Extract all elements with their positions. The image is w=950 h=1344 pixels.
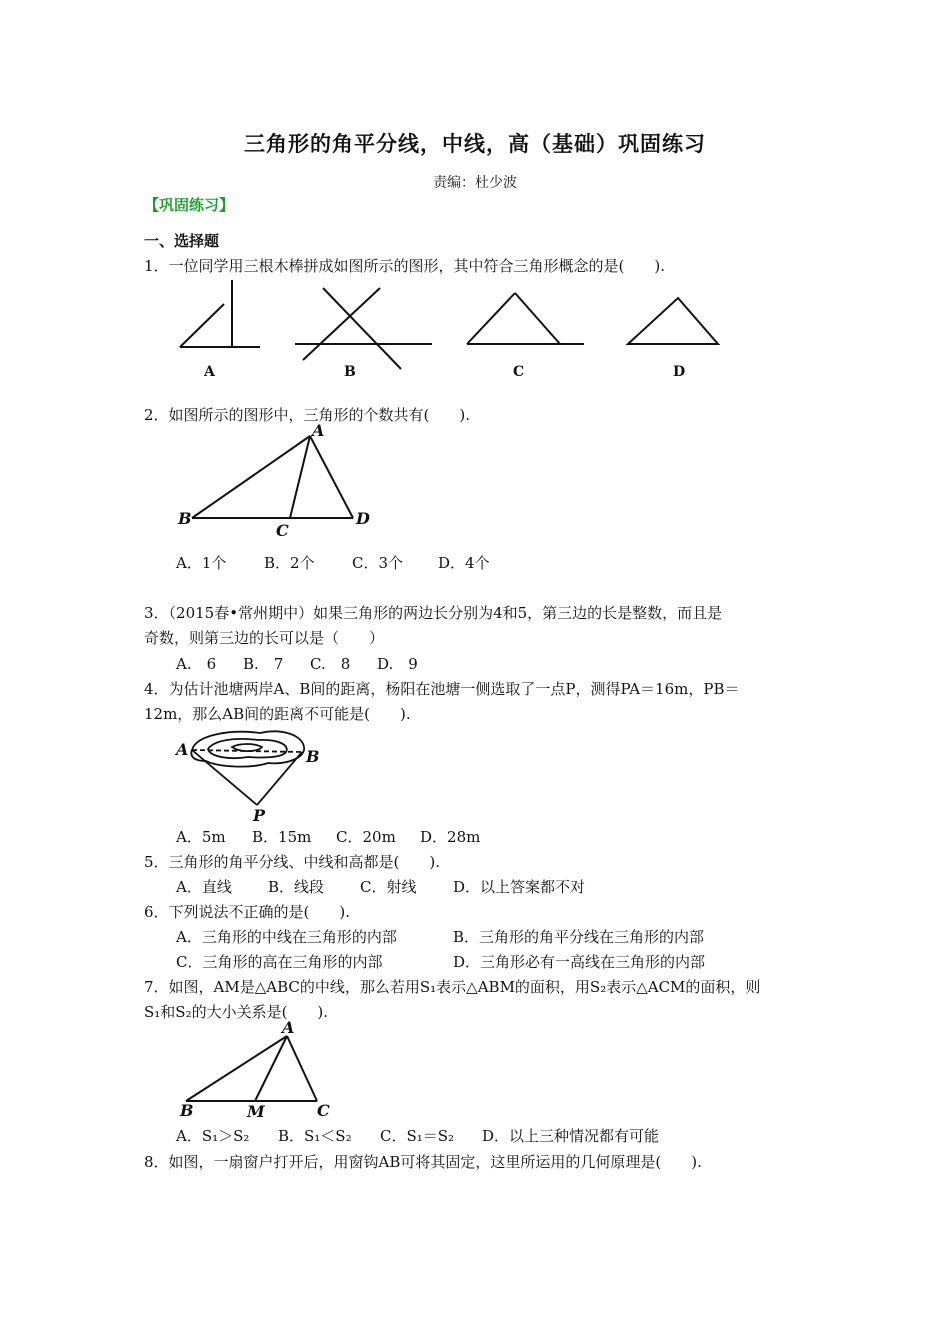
question-6-options-row-1 [176,926,704,947]
option-c: C．S₁＝S₂ [380,1127,455,1145]
point-label-a: A [312,421,325,440]
option-c: C. 8 [310,655,351,673]
option-a: A. 6 [176,655,217,673]
question-1-figures [170,276,750,386]
option-a: A．直线 [176,878,232,896]
figure-d-triangle [628,298,718,344]
question-7-options [176,1125,659,1146]
option-a: A．5m [176,828,226,846]
figure-c-stick-right [515,293,560,344]
point-label-c: C [317,1101,330,1120]
option-d: D. 9 [377,655,418,673]
figure-b-stick-left [303,288,380,360]
question-4-figure [170,725,330,825]
figure-label-d: D [673,364,686,380]
option-c: C．20m [336,828,396,846]
point-label-c: C [276,521,289,540]
point-label-m: M [247,1102,265,1120]
point-label-a: A [282,1018,295,1037]
question-3-line-2: 奇数，则第三边的长可以是（ ） [144,629,385,647]
option-a: A．1个 [176,554,227,572]
figure-label-c: C [513,364,525,380]
question-4-options [176,826,480,847]
option-a: A．三角形的中线在三角形的内部 [176,928,397,946]
section-label: 【巩固练习】 [144,196,235,214]
question-5-text: 5．三角形的角平分线、中线和高都是( ). [144,853,441,871]
question-7-line-2: S₁和S₂的大小关系是( ). [144,1003,329,1021]
figure-c-stick-left [467,293,515,344]
figure-a-stick-slant [180,304,224,347]
option-d: D．28m [420,828,481,846]
page-title: 三角形的角平分线，中线，高（基础）巩固练习 [244,132,706,156]
question-8-text: 8．如图，一扇窗户打开后，用窗钩AB可将其固定，这里所运用的几何原理是( ). [144,1153,702,1171]
option-d: D．以上三种情况都有可能 [482,1127,660,1145]
option-b: B．15m [252,828,312,846]
point-label-d: D [356,509,370,528]
option-d: D．三角形必有一高线在三角形的内部 [453,953,706,971]
point-label-b: B [306,747,320,766]
option-d: D．4个 [438,554,490,572]
question-3-line-1: 3．（2015春•常州期中）如果三角形的两边长分别为4和5，第三边的长是整数，而且是 [144,604,723,622]
segment-ac [287,1036,317,1101]
option-b: B. 7 [243,655,284,673]
point-label-b: B [180,1101,194,1120]
question-4-line-2: 12m，那么AB间的距离不可能是( ). [144,705,411,723]
option-b: B．S₁＜S₂ [278,1127,352,1145]
option-c: C．三角形的高在三角形的内部 [176,953,383,971]
editor-line: 责编：杜少波 [433,175,517,191]
question-5-options [176,876,585,897]
figure-b-stick-right [323,288,401,369]
point-label-p: P [253,806,266,825]
figure-label-b: B [344,364,356,380]
option-b: B．线段 [268,878,325,896]
question-4-line-1: 4．为估计池塘两岸A、B间的距离，杨阳在池塘一侧选取了一点P，测得PA＝16m，PB＝ [144,680,740,698]
option-d: D．以上答案都不对 [453,878,586,896]
question-6-text: 6．下列说法不正确的是( ). [144,903,351,921]
question-6-options-row-2 [176,951,705,972]
option-b: B．三角形的角平分线在三角形的内部 [453,928,705,946]
segment-ad [310,436,353,518]
question-2-text: 2．如图所示的图形中，三角形的个数共有( ). [144,406,471,424]
option-c: C．3个 [352,554,404,572]
question-7-figure [170,1018,350,1120]
section-heading: 一、选择题 [144,232,220,250]
question-1-text: 1．一位同学用三根木棒拼成如图所示的图形，其中符合三角形概念的是( ). [144,257,666,275]
question-3-options [176,653,418,674]
question-7-line-1: 7．如图，AM是△ABC的中线，那么若用S₁表示△ABM的面积，用S₂表示△ACM的面积，则 [144,978,761,996]
question-2-options [176,552,490,573]
point-label-a: A [176,740,189,759]
option-c: C．射线 [360,878,417,896]
point-label-b: B [178,509,192,528]
option-a: A．S₁＞S₂ [176,1127,250,1145]
pond-inner-contour [208,739,287,758]
figure-label-a: A [204,364,215,380]
segment-bp [257,752,302,805]
option-b: B．2个 [264,554,315,572]
question-2-figure [170,420,390,540]
